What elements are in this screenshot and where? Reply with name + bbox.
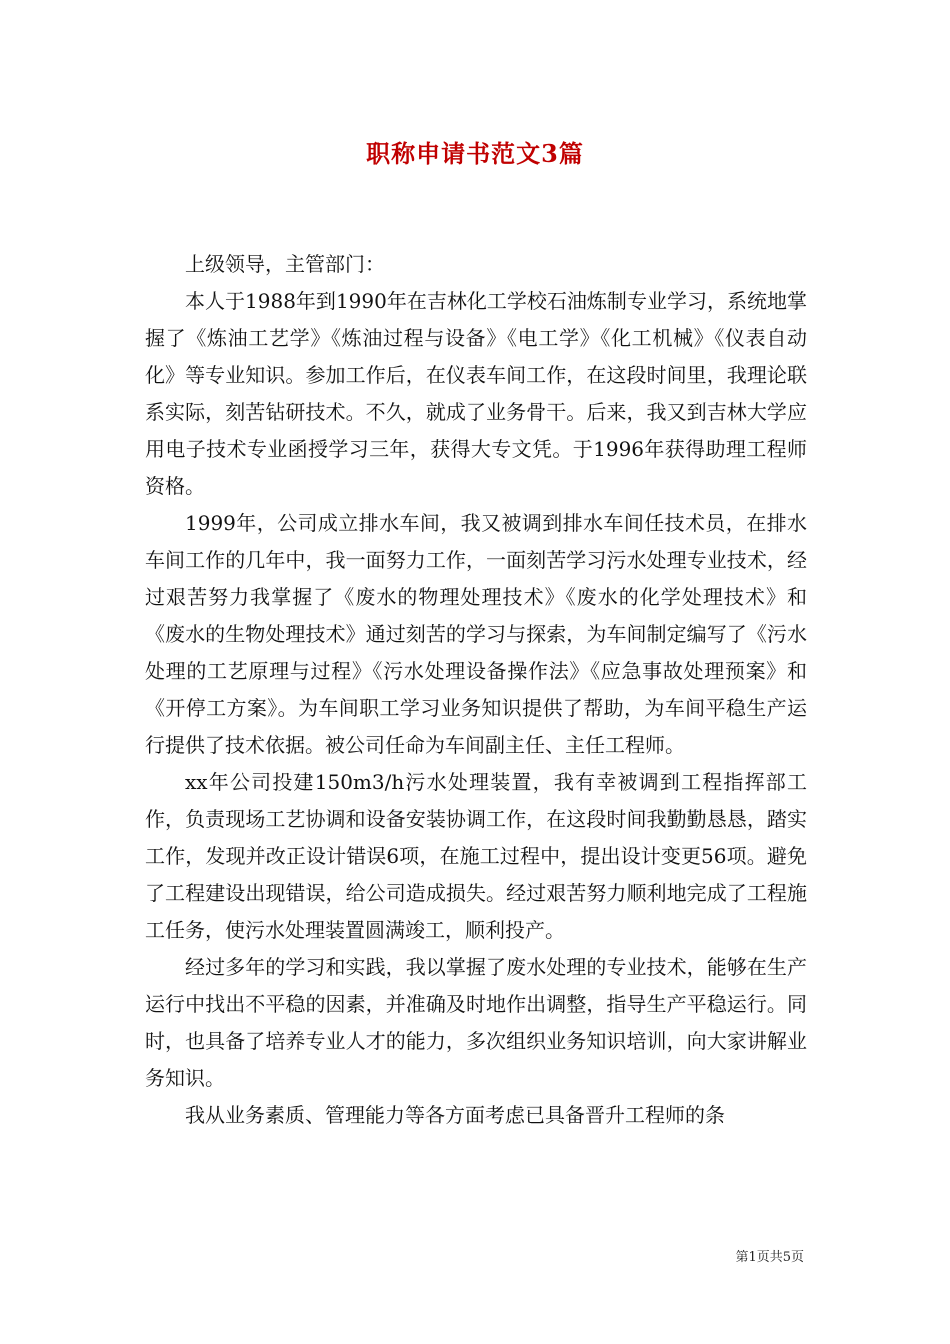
document-body (145, 246, 807, 1134)
page-number: 第1页共5页 (735, 1250, 804, 1265)
paragraph-qualification: 我从业务素质、管理能力等各方面考虑已具备晋升工程师的条 (185, 1103, 725, 1127)
paragraph-education: 本人于1988年到1990年在吉林化工学校石油炼制专业学习，系统地掌握了《炼油工艺学》《炼油过程与设备》《电工学》《化工机械》《仪表自动化》等专业知识。参加工作后，在仪表车间工作，在这段时间里，我理论联系实际，刻苦钻研技术。不久，就成了业务骨干。后来，我又到吉林大学应用电子技术专业函授学习三年，获得大专文凭。于1996年获得助理工程师资格。 (145, 289, 807, 498)
paragraph-wastewater-project: xx年公司投建150m3/h污水处理装置，我有幸被调到工程指挥部工作，负责现场工艺协调和设备安装协调工作，在这段时间我勤勤恳恳，踏实工作，发现并改正设计错误6项，在施工过程中，提出设计变更56项。避免了工程建设出现错误，给公司造成损失。经过艰苦努力顺利地完成了工程施工任务，使污水处理装置圆满竣工，顺利投产。 (145, 770, 807, 942)
page-title: 职称申请书范文3篇 (366, 139, 584, 168)
paragraph-expertise: 经过多年的学习和实践，我以掌握了废水处理的专业技术，能够在生产运行中找出不平稳的因素，并准确及时地作出调整，指导生产平稳运行。同时，也具备了培养专业人才的能力，多次组织业务知识培训，向大家讲解业务知识。 (145, 955, 807, 1090)
salutation: 上级领导，主管部门： (185, 252, 385, 276)
paragraph-drainage-workshop: 1999年，公司成立排水车间，我又被调到排水车间任技术员，在排水车间工作的几年中，我一面努力工作，一面刻苦学习污水处理专业技术，经过艰苦努力我掌握了《废水的物理处理技术》《废水的化学处理技术》和《废水的生物处理技术》通过刻苦的学习与探索，为车间制定编写了《污水处理的工艺原理与过程》《污水处理设备操作法》《应急事故处理预案》和《开停工方案》。为车间职工学习业务知识提供了帮助，为车间平稳生产运行提供了技术依据。被公司任命为车间副主任、主任工程师。 (145, 511, 807, 757)
